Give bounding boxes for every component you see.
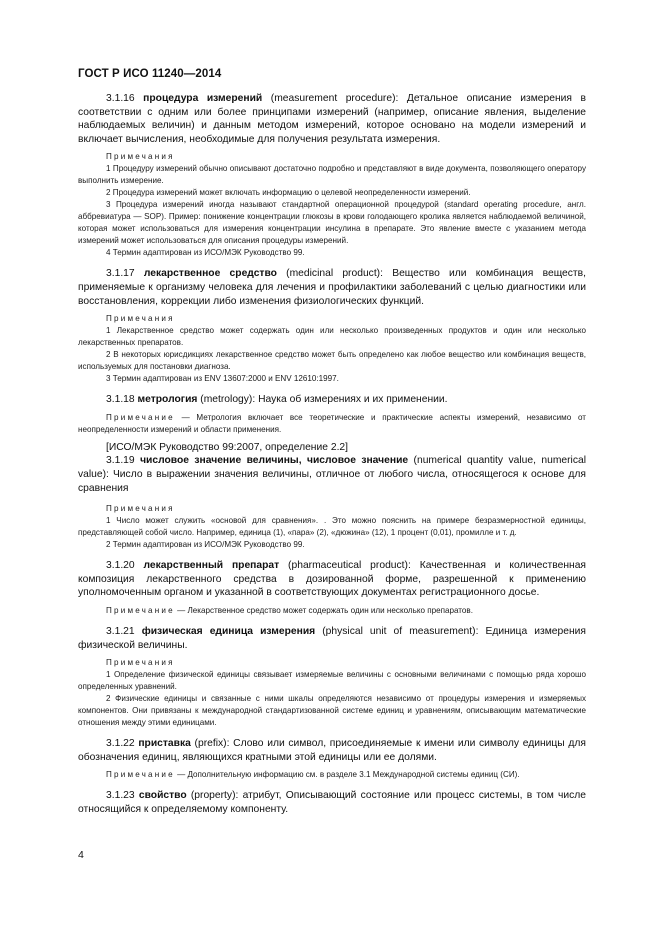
note (78, 605, 586, 617)
note-item: 1 Число может служить «основой для сравнения». . Это можно пояснить на примере безразмерностной единицы, представляющей собой число. Например, единица (1), «пара» (2), «дюжина» (12), 1 процент (0,01), промилле и т. д. (78, 516, 586, 538)
term-number: 3.1.16 (106, 93, 135, 104)
page-header: ГОСТ Р ИСО 11240—2014 (78, 68, 222, 80)
page-content (78, 92, 586, 816)
note (78, 769, 586, 781)
term-definition: (numerical quantity value, numerical value): Число в выражении значения величины, отличное от любого числа, относящегося к основе для сравнения (78, 455, 586, 494)
note-item: 3 Термин адаптирован из ENV 13607:2000 и ENV 12610:1997. (106, 374, 339, 384)
term-3-1-22 (78, 737, 586, 764)
term-definition: (metrology): Наука об измерениях и их применении. (197, 394, 448, 406)
term-number: 3.1.23 (106, 790, 135, 802)
note-text: — Метрология включает все теоретические и практические аспекты измерений, независимо от неопределенности измерений и области применения. (78, 412, 586, 434)
note (78, 412, 586, 436)
note-item: 1 Процедуру измерений обычно описывают достаточно подробно и представляют в виде документа, позволяющего оператору выполнить измерение. (78, 164, 586, 186)
term-definition: (property): атрибут, Описывающий состояние или процесс системы, в том числе относящийся к определяемому компоненту. (78, 790, 586, 815)
term-name: свойство (138, 790, 187, 802)
term-name: числовое значение величины, числовое значение (140, 455, 409, 467)
term-definition: (prefix): Слово или символ, присоединяемые к имени или символу единицы для обозначения единиц, являющихся кратными этой единицы или ее долями. (78, 738, 586, 763)
notes-heading: Примечания (106, 658, 175, 668)
term-3-1-21 (78, 625, 586, 652)
note-label: Примечание (106, 412, 175, 422)
note-item: 4 Термин адаптирован из ИСО/МЭК Руководство 99. (106, 248, 305, 258)
note-item: 3 Процедура измерений иногда называют стандартной операционной процедурой (standard operating procedure, англ. аббревиатура — SOP). Пример: понижение концентрации глюкозы в крови голодающего кролика является наблюдаемой величиной, которая может использоваться для измерения концентрации инсулина в препарате. Это явление вместе с указанием метода измерений может использоваться для описания процедуры измерений. (78, 200, 586, 246)
note-item: 2 Процедура измерений может включать информацию о целевой неопределенности измерений. (106, 188, 471, 198)
term-source: [ИСО/МЭК Руководство 99:2007, определение 2.2] (106, 441, 349, 453)
term-number: 3.1.19 (106, 455, 135, 467)
note-item: 1 Лекарственное средство может содержать один или несколько произведенных продуктов и один или несколько лекарственных препаратов. (78, 326, 586, 348)
term-name: процедура измерений (143, 93, 263, 104)
note-item: 2 В некоторых юрисдикциях лекарственное средство может быть определено как любое вещество или комбинация веществ, используемых для постановки диагноза. (78, 350, 586, 372)
term-name: метрология (137, 394, 198, 406)
term-definition: (pharmaceutical product): Качественная и количественная композиция лекарственного средства в дозированной форме, разрешенной к применению уполномоченным органом и указанной в соответствующих документах регистрационного досье. (78, 560, 586, 599)
note-item: 2 Термин адаптирован из ИСО/МЭК Руководство 99. (106, 540, 305, 550)
term-3-1-16 (78, 92, 586, 146)
notes-heading: Примечания (106, 504, 175, 514)
note-item: 1 Определение физической единицы связывает измеряемые величины с основными величинами с помощью ряда хорошо определенных уравнений. (78, 670, 586, 692)
term-number: 3.1.18 (106, 394, 135, 406)
term-name: лекарственный препарат (143, 560, 280, 572)
term-number: 3.1.21 (106, 625, 135, 637)
term-definition: (physical unit of measurement): Единица измерения физической величины. (78, 625, 586, 651)
term-3-1-18 (78, 393, 586, 407)
term-definition: (measurement procedure): Детальное описание измерения в соответствии с одним или более принципами измерений (например, описание явления, выделение наблюдаемых величин) и данным методом измерений, которое основано на модели измерений и включает вычисления, необходимые для получения результата измерения. (78, 93, 586, 145)
term-number: 3.1.20 (106, 560, 135, 572)
note-item: 2 Физические единицы и связанные с ними шкалы определяются независимо от процедуры измерения и измеряемых компонентов. Они привязаны к международной стандартизованной системе единиц и уравнениям, описывающим математические отношения между этими единицами. (78, 694, 586, 728)
term-name: лекарственное средство (143, 268, 277, 280)
term-3-1-20 (78, 559, 586, 600)
notes-heading: Примечания (106, 314, 175, 324)
note-label: Примечание (106, 605, 175, 615)
note-text: — Лекарственное средство может содержать один или несколько препаратов. (174, 605, 473, 615)
term-definition: (medicinal product): Вещество или комбинация веществ, применяемые к организму человека для лечения и профилактики заболеваний с целью диагностики или восстановления, коррекции либо изменения физиологических функций. (78, 268, 586, 307)
note-label: Примечание (106, 770, 175, 780)
note-text: — Дополнительную информацию см. в разделе 3.1 Международной системы единиц (СИ). (174, 770, 520, 780)
term-name: физическая единица измерения (141, 625, 316, 637)
term-name: приставка (138, 738, 191, 750)
notes-heading: Примечания (106, 152, 175, 162)
term-3-1-17 (78, 267, 586, 308)
term-3-1-23 (78, 789, 586, 816)
term-number: 3.1.22 (106, 738, 135, 750)
page-number: 4 (78, 849, 84, 861)
term-3-1-19 (78, 454, 586, 495)
term-number: 3.1.17 (106, 268, 135, 280)
